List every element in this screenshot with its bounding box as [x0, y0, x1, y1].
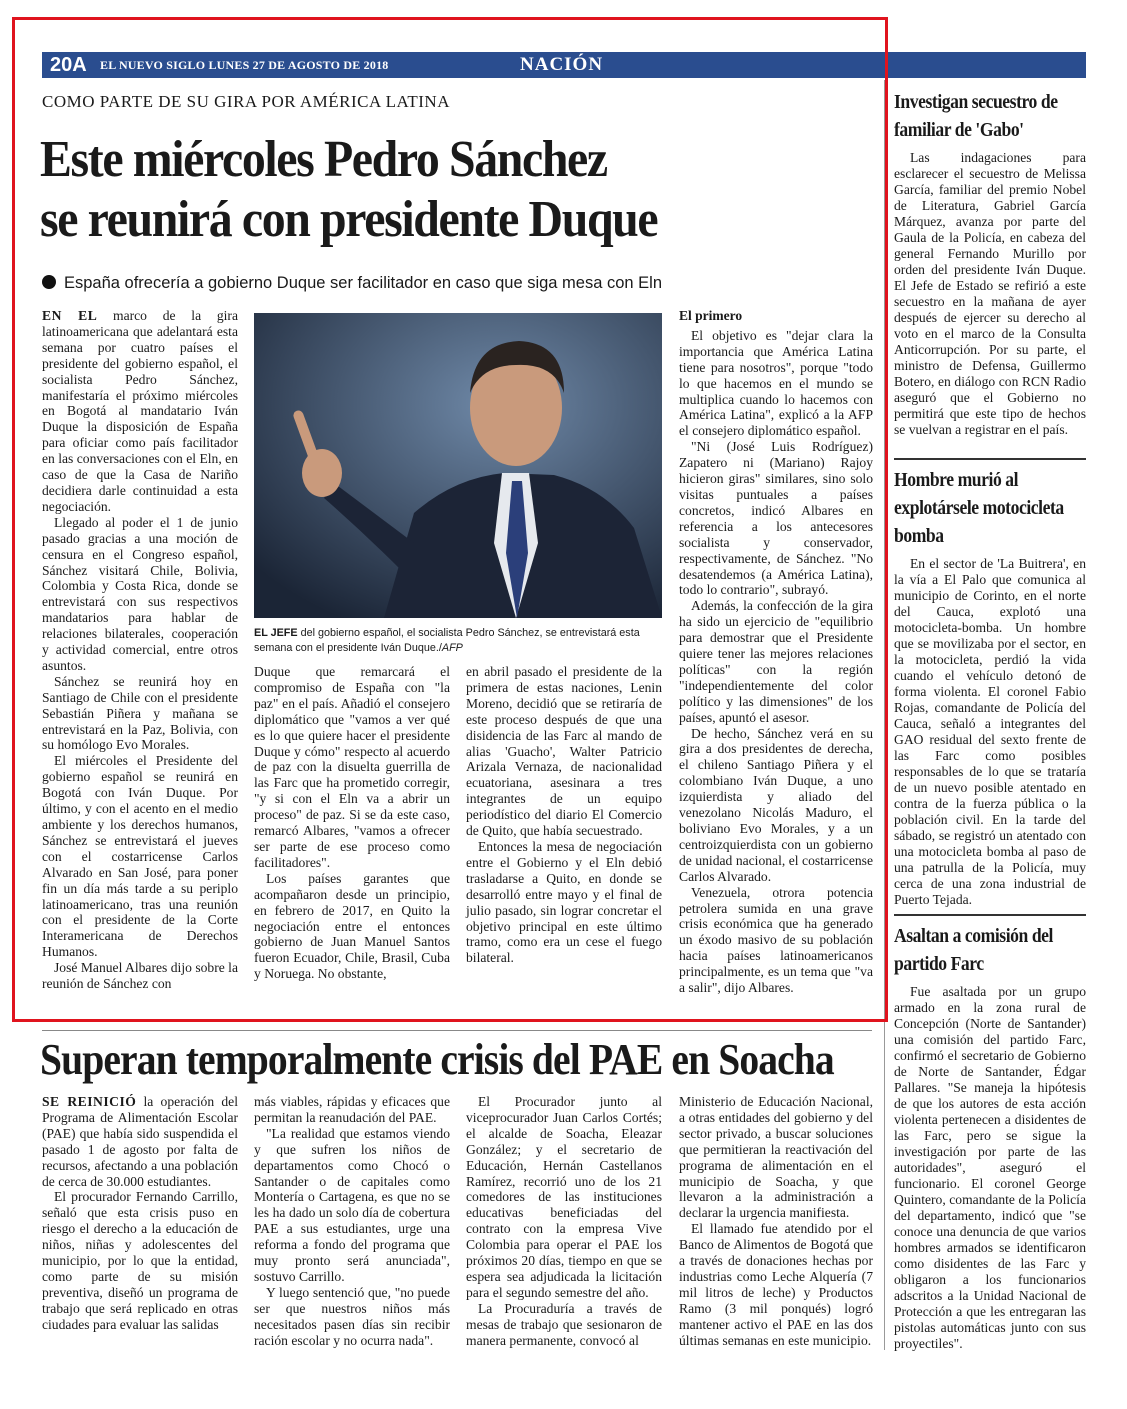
subhead-text: España ofrecería a gobierno Duque ser facilitador en caso que siga mesa con Eln [64, 274, 663, 292]
second-story-column-2 [254, 1094, 450, 1349]
paragraph: marco de la gira latinoamericana que adelantará esta semana por cuatro países el presidente del gobierno español, el socialista Pedro Sánchez, manifestaría el próximo miércoles en Bogotá al mandatario Iván Duque la disposición de España para oficiar como país facilitador en las conversaciones con el Eln, en caso de que la Casa de Nariño decidiera darle continuidad a esta negociación. [42, 308, 238, 514]
paragraph: La Procuraduría a través de mesas de trabajo que sesionaron de manera permanente, convocó al [466, 1300, 662, 1348]
paragraph: Entonces la mesa de negociación entre el Gobierno y el Eln debió trasladarse a Quito, en donde se desarrolló entre mayo y el final de julio pasado, sin lograr concretar el objetivo principal en este último tramo, como era un cese el fuego bilateral. [466, 838, 662, 966]
page-number: 20A [50, 54, 87, 76]
main-story-column-1 [42, 308, 238, 992]
photo-illustration [254, 313, 662, 618]
paragraph: "La realidad que estamos viendo y que sufren los niños de departamentos como Chocó o Santander o de capitales como Montería o Cartagena, es que no se les ha dado un solo día de cobertura PAE a sus estudiantes, urge una reforma a fondo del programa que muy pronto será anunciada", sostuvo Carrillo. [254, 1125, 450, 1284]
sidebar-story-2-title: Hombre murió al explotársele motocicleta bomba [894, 469, 1064, 547]
paragraph: Sánchez se reunirá hoy en Santiago de Chile con el presidente Sebastián Piñera y mañana se entrevistará en la Paz, Bolivia, con su homólogo Evo Morales. [42, 673, 238, 753]
lead-in: EN EL [42, 308, 98, 323]
sidebar-story-1-text [894, 150, 1086, 438]
paragraph: Las indagaciones para esclarecer el secuestro de Melissa García, familiar del premio Nobel de Literatura, Gabriel García Márquez, avanza por parte del Gaula de la Policía, en cabeza del general Fernando Murillo por orden del presidente Iván Duque. El Jefe de Estado se refirió a este secuestro en la mañana de ayer después de ejercer su derecho al voto en el marco de la Consulta Anticorrupción. Por su parte, el ministro de Defensa, Guillermo Botero, en diálogo con RCN Radio aseguró que el Gobierno no permitirá que este tipo de hechos se vuelvan a registrar en el país. [894, 150, 1086, 437]
paragraph: la operación del Programa de Alimentación Escolar (PAE) que había sido suspendida el pasado 1 de agosto por falta de recursos, afectando a una población de cerca de 30.000 estudiantes. [42, 1094, 238, 1189]
paragraph: El llamado fue atendido por el Banco de Alimentos de Bogotá que a través de donaciones hechas por industrias como Leche Alquería (7 mil litros de leche) y Productos Ramo (3 mil ponqués) logró mantener activo el PAE en las dos últimas semanas en este municipio. [679, 1221, 873, 1348]
paragraph: Fue asaltada por un grupo armado en la zona rural de Concepción (Norte de Santander) una comisión del partido Farc, confirmó el secretario de Gobierno de Norte de Santander, Édgar Pallares. "Se maneja la hipótesis de que los autores de esta acción violenta pertenecen a disidentes de las Farc, pero se sigue la investigación por parte de las autoridades", aseguró el funcionario. El coronel George Quintero, comandante de la Policía del departamento, indicó que "se conoce una denuncia de que varios hombres armados se identificaron como disidentes de las Farc y obligaron a los funcionarios adscritos a la Unidad Nacional de Protección a que les entregaran las pistolas automáticas junto con sus proyectiles". [894, 984, 1086, 1351]
second-story-column-3 [466, 1094, 662, 1349]
caption-text: del gobierno español, el socialista Pedro Sánchez, se entrevistará esta semana con el presidente Iván Duque./ [254, 627, 640, 654]
paragraph: El Procurador junto al viceprocurador Juan Carlos Cortés; el alcalde de Soacha, Eleazar González; y el secretario de Educación, Hernán Castellanos Ramírez, recorrió uno de los 21 comedores de las instituciones educativas beneficiadas del contrato con la empresa Vive Colombia para operar el PAE los próximos 20 días, tiempo en que se espera sea adjudicada la licitación para el segundo semestre del año. [466, 1094, 662, 1300]
second-story-column-4 [679, 1094, 873, 1349]
second-headline: Superan temporalmente crisis del PAE en Soacha [40, 1035, 834, 1084]
paragraph: Y luego sentenció que, "no puede ser que nuestros niños más necesitados pasen días sin recibir ración escolar y no ocurra nada". [254, 1284, 450, 1348]
paragraph: Duque que remarcará el compromiso de España con "la paz" en el país. Añadió el consejero diplomático que "vamos a ver qué es lo que quiere hacer el presidente Duque y cómo" respecto al acuerdo de paz con la disuelta guerrilla de las Farc que ha prometido corregir, "y si con el Eln va a abrir un proceso" de paz. Si se da este caso, remarcó Albares, "vamos a ofrecer ser parte de ese proceso como facilitadores". [254, 664, 450, 870]
main-story-column-2 [254, 664, 450, 982]
paragraph: más viables, rápidas y eficaces que permitan la reanudación del PAE. [254, 1094, 450, 1125]
sidebar-story-3-text [894, 984, 1086, 1352]
main-story-column-4 [679, 308, 873, 996]
section-name: NACIÓN [520, 54, 604, 75]
paragraph: en abril pasado el presidente de la primera de estas naciones, Lenin Moreno, decidió que se retiraría de este proceso después de que una disidencia de las Farc al mando de alias 'Guacho', Walter Patricio Arizala Vernaza, de nacionalidad ecuatoriana, asesinara a tres integrantes de un equipo periodístico del diario El Comercio de Quito, que había secuestrado. [466, 664, 662, 839]
paragraph: José Manuel Albares dijo sobre la reunión de Sánchez con [42, 960, 238, 992]
sidebar-story-3-title: Asaltan a comisión del partido Farc [894, 925, 1054, 975]
paragraph: Llegado al poder el 1 de junio pasado gracias a una moción de censura en el Congreso español, Sánchez visitará Chile, Bolivia, Colombia y Costa Rica, donde se entrevistará con sus respectivos mandatarios para hablar de relaciones bilaterales, cooperación y actividad comercial, entre otros asuntos. [42, 514, 238, 673]
lead-in: SE REINICIÓ [42, 1094, 137, 1109]
photo-caption [254, 626, 662, 656]
paragraph: "Ni (José Luis Rodríguez) Zapatero ni (Mariano) Rajoy hicieron giras" similares, sino solo visitas puntuales a países concretos, indicó Albares en referencia a los antecesores socialista y conservador, respectivamente, de Sánchez. "No desatendemos (a América Latina), todo lo contrario", subrayó. [679, 439, 873, 598]
headline-line-1: Este miércoles Pedro Sánchez [40, 131, 607, 188]
main-story-column-3 [466, 664, 662, 966]
paragraph: Los países garantes que acompañaron desde un principio, en febrero de 2017, en Quito la negociación entre el entonces gobierno de Juan Manuel Santos fueron Ecuador, Chile, Brasil, Cuba y Noruega. No obstante, [254, 870, 450, 982]
paragraph: El miércoles el Presidente del gobierno español se reunirá en Bogotá con Iván Duque. Por último, y con el acento en el medio ambiente y los derechos humanos, Sánchez se entrevistará el jueves con el costarricense Carlos Alvarado en San José, para poner fin un día más tarde a su periplo latinoamericano, tras una reunión con el presidente de la Corte Interamericana de Derechos Humanos. [42, 753, 238, 960]
sidebar-divider [884, 80, 885, 1350]
story-divider [42, 1030, 872, 1031]
sidebar-separator [894, 914, 1086, 916]
paragraph: El procurador Fernando Carrillo, señaló que esta crisis puso en riesgo el derecho a la educación de niños, niñas y adolescentes del municipio, por lo que la entidad, como parte de su misión preventiva, diseñó un programa de trabajo que será replicado en otras ciudades para evaluar las salidas [42, 1189, 238, 1332]
story-subhead [42, 274, 662, 293]
photo-credit: AFP [441, 642, 463, 654]
sidebar-story-2-text [894, 556, 1086, 908]
headline-line-2: se reunirá con presidente Duque [40, 191, 658, 248]
paragraph: Ministerio de Educación Nacional, a otras entidades del gobierno y del sector privado, a buscar soluciones que permitieran la reactivación del programa de alimentación en el municipio de Soacha, y que llevaron a la administración a declarar la urgencia manifiesta. [679, 1094, 873, 1221]
paragraph: En el sector de 'La Buitrera', en la vía a El Palo que comunica al municipio de Corinto, en el norte del Cauca, explotó una motocicleta-bomba. Un hombre que se movilizaba por el sector, en la motocicleta, perdió la vida cuando el vehículo detonó de forma violenta. El coronel Fabio Rojas, comandante de Policía del Cauca, señaló a integrantes del GAO residual del sexto frente de las Farc como posibles responsables de lo que se trataría de un nuevo posible atentado en contra de la fuerza pública o la población civil. En la tarde del sábado, se registró un atentado con una motocicleta bomba al paso de una patrulla de la Policía, muy cerca de una zona industrial de Puerto Tejada. [894, 556, 1086, 907]
publication-dateline: EL NUEVO SIGLO LUNES 27 DE AGOSTO DE 2018 [100, 58, 389, 72]
second-story-column-1 [42, 1094, 238, 1333]
section-subtitle: El primero [679, 308, 743, 323]
news-photo [254, 313, 662, 618]
main-headline [40, 130, 804, 250]
bullet-icon [42, 275, 56, 289]
sidebar-separator [894, 458, 1086, 460]
paragraph: Venezuela, otrora potencia petrolera sumida en una grave crisis económica que ha generado un éxodo masivo de su población hacia países latinoamericanos principalmente, es un tema que "va a salir", dijo Albares. [679, 884, 873, 996]
paragraph: Además, la confección de la gira ha sido un ejercicio de "equilibrio para demostrar que el Presidente quiere tener las mejores relaciones políticas" con la región "independientemente del color político y las dimensiones" de los países, apuntó el asesor. [679, 598, 873, 725]
page-header-bar [42, 52, 1086, 78]
caption-lead: EL JEFE [254, 627, 298, 639]
sidebar-story-1-title: Investigan secuestro de familiar de 'Gabo' [894, 91, 1058, 141]
story-kicker: COMO PARTE DE SU GIRA POR AMÉRICA LATINA [42, 92, 450, 111]
paragraph: De hecho, Sánchez verá en su gira a dos presidentes de derecha, el chileno Santiago Piñera y el colombiano Iván Duque, a uno izquierdista y aliado del venezolano Nicolás Maduro, el boliviano Evo Morales, y a un centroizquierdista con un gobierno de unidad nacional, el costarricense Carlos Alvarado. [679, 725, 873, 884]
paragraph: El objetivo es "dejar clara la importancia que América Latina tiene para nosotros", porque "todo lo que hacemos en el mundo se multiplica cuando lo hacemos con América Latina", explicó a la AFP el consejero diplomático español. [679, 327, 873, 439]
